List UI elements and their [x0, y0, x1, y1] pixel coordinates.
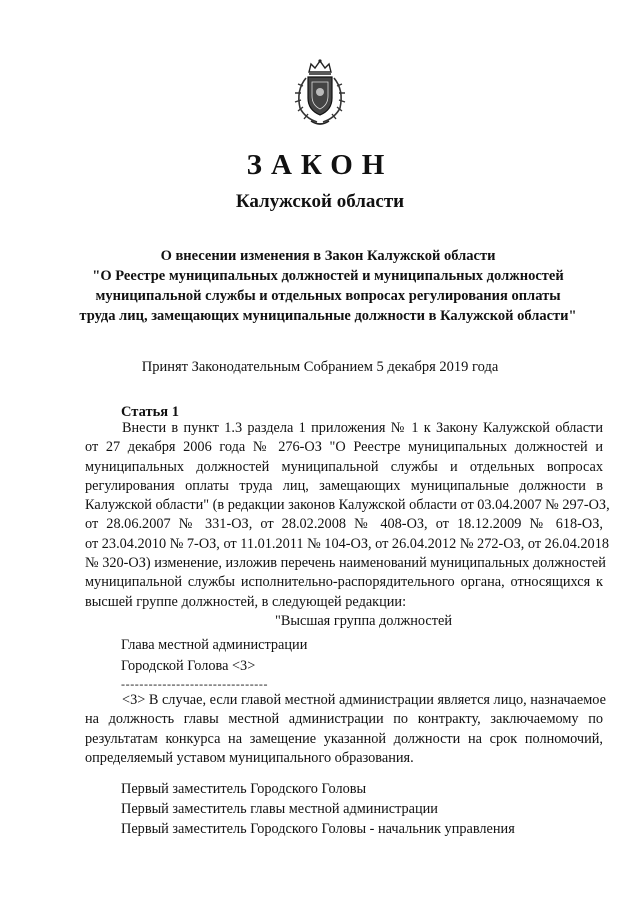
- footnote-line: <3> В случае, если главой местной администрации является лицо, назначаемое: [122, 692, 606, 708]
- paragraph-line: регулирования оплаты труда лиц, замещающих муниципальные должности в: [85, 477, 603, 494]
- paragraph-line: от 28.06.2007 № 331-ОЗ, от 28.02.2008 № 408-ОЗ, от 18.12.2009 № 618-ОЗ,: [85, 516, 603, 533]
- region-name: Калужской области: [235, 191, 405, 212]
- law-subject: [70, 246, 586, 326]
- kaluga-coat-of-arms-icon: [291, 58, 349, 128]
- position-item: Глава местной администрации: [121, 637, 308, 653]
- subject-line: О внесении изменения в Закон Калужской области: [160, 248, 496, 264]
- subject-line: муниципальной службы и отдельных вопросах регулирования оплаты: [95, 288, 561, 304]
- footnote-line: на должность главы местной администрации по контракту, заключаемому по: [85, 711, 603, 728]
- position-item: Первый заместитель Городского Головы: [121, 781, 367, 797]
- paragraph-line: от 27 декабря 2006 года № 276-ОЗ "О Реестре муниципальных должностей и: [85, 439, 603, 456]
- paragraph-line: высшей группе должностей, в следующей редакции:: [85, 593, 407, 610]
- footnote-separator: --------------------------------: [121, 677, 269, 691]
- footnote-line: определяемый уставом муниципального образования.: [85, 749, 414, 766]
- footnote-paragraph: [85, 691, 606, 768]
- document-title: ЗАКОН: [246, 149, 394, 181]
- article-paragraph: [85, 419, 610, 612]
- position-item: Первый заместитель главы местной администрации: [121, 801, 438, 817]
- position-item: Городской Голова <3>: [121, 658, 256, 674]
- paragraph-line: № 320-ОЗ) изменение, изложив перечень наименований муниципальных должностей: [85, 555, 606, 572]
- paragraph-line: Внести в пункт 1.3 раздела 1 приложения № 1 к Закону Калужской области: [122, 420, 603, 436]
- paragraph-line: муниципальных должностей муниципальной службы и отдельных вопросах: [85, 458, 603, 475]
- paragraph-line: от 23.04.2010 № 7-ОЗ, от 11.01.2011 № 104-ОЗ, от 26.04.2012 № 272-ОЗ, от 26.04.2018: [85, 535, 610, 552]
- group-heading: "Высшая группа должностей: [275, 613, 453, 629]
- position-item: Первый заместитель Городского Головы - начальник управления: [121, 821, 515, 837]
- subject-line: труда лиц, замещающих муниципальные должности в Калужской области": [79, 308, 577, 324]
- article-heading: Статья 1: [121, 404, 179, 420]
- subject-line: "О Реестре муниципальных должностей и муниципальных должностей: [92, 268, 564, 284]
- footnote-line: результатам конкурса на замещение указанной должности на срок полномочий,: [85, 730, 603, 747]
- adoption-note: Принят Законодательным Собранием 5 декабря 2019 года: [141, 359, 499, 375]
- paragraph-line: муниципальной службы исполнительно-распорядительного органа, относящихся к: [85, 574, 603, 591]
- paragraph-line: Калужской области" (в редакции законов Калужской области от 03.04.2007 № 297-ОЗ,: [85, 497, 610, 514]
